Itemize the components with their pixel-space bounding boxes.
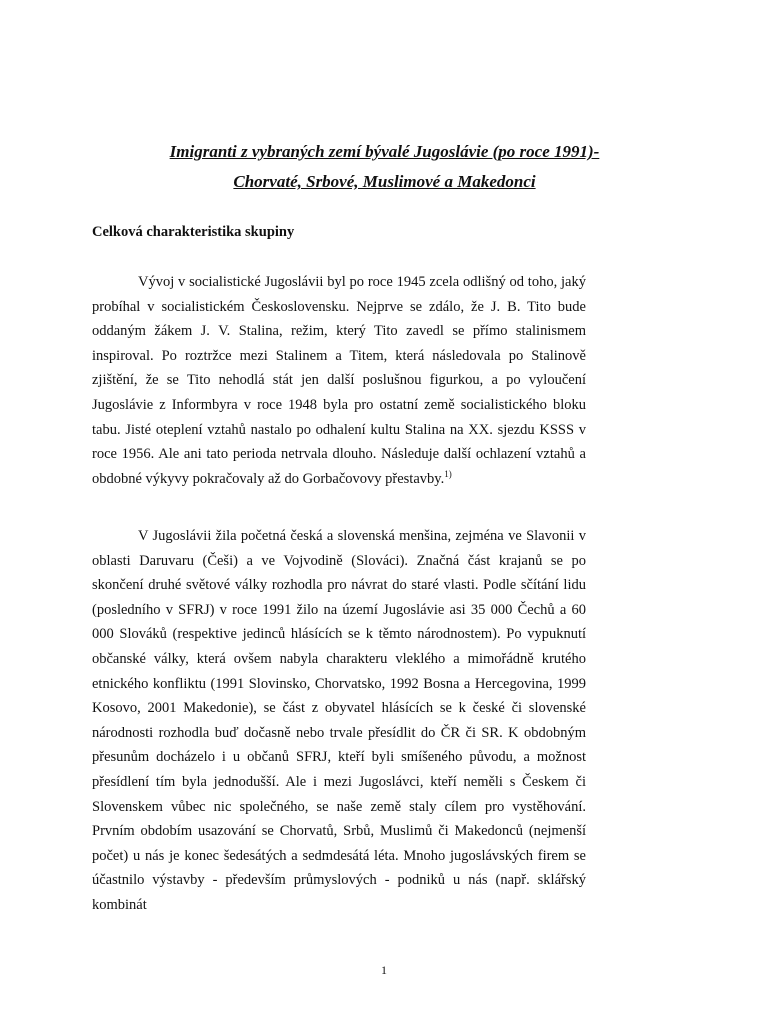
paragraph-2: V Jugoslávii žila početná česká a slovenská menšina, zejména ve Slavonii v oblasti Daruvaru (Češi) a ve Vojvodině (Slováci). Značná část krajanů se po skončení druhé světové války rozhodla pro návrat do staré vlasti. Podle sčítání lidu (posledního v SFRJ) v roce 1991 žilo na území Jugoslávie asi 35 000 Čechů a 60 000 Slováků (respektive jedinců hlásících se k těmto národnostem). Po vypuknutí občanské války, která ovšem nabyla charakteru vleklého a mimořádně krutého etnického konfliktu (1991 Slovinsko, Chorvatsko, 1992 Bosna a Hercegovina, 1999 Kosovo, 2001 Makedonie), se část z obyvatel hlásících se k české či slovenské národnosti rozhodla buď dočasně nebo trvale přesídlit do ČR či SR. K obdobným přesunům docházelo i u občanů SFRJ, kteří byli smíšeného původu, a možnost přesídlení tím byla jednodušší. Ale i mezi Jugoslávci, kteří neměli s Českem či Slovenskem vůbec nic společného, se naše země staly cílem pro vystěhování. Prvním obdobím usazování se Chorvatů, Srbů, Muslimů či Makedonců (nejmenší počet) u nás je konec šedesátých a sedmdesátá léta. Mnoho jugoslávských firem se účastnilo výstavby - především průmyslových - podniků u nás (např. sklářský kombinát <box>92 528 586 913</box>
paragraph-1 <box>92 270 586 491</box>
footnote-mark: 1) <box>444 468 452 479</box>
paragraph-1-text: Vývoj v socialistické Jugoslávii byl po roce 1945 zcela odlišný od toho, jaký probíhal v socialistickém Československu. Nejprve se zdálo, že J. B. Tito bude oddaným žákem J. V. Stalina, režim, který Tito zavedl se přímo stalinismem inspiroval. Po roztržce mezi Stalinem a Titem, která následovala po Stalinově zjištění, že se Tito nehodlá stát jen další poslušnou figurkou, a po vyloučení Jugoslávie z Informbyra v roce 1948 byla pro ostatní země socialistického bloku tabu. Jisté oteplení vztahů nastalo po odhalení kultu Stalina na XX. sjezdu KSSS v roce 1956. Ale ani tato perioda netrvala dlouho. Následuje další ochlazení vztahů a obdobné výkyvy pokračovaly až do Gorbačovovy přestavby. <box>92 274 586 487</box>
section-heading: Celková charakteristika skupiny <box>92 224 295 240</box>
page-number: 1 <box>381 963 387 977</box>
document-title-line-1: Imigranti z vybraných zemí bývalé Jugoslávie (po roce 1991)- <box>169 142 600 161</box>
document-title-line-2: Chorvaté, Srbové, Muslimové a Makedonci <box>233 172 536 191</box>
